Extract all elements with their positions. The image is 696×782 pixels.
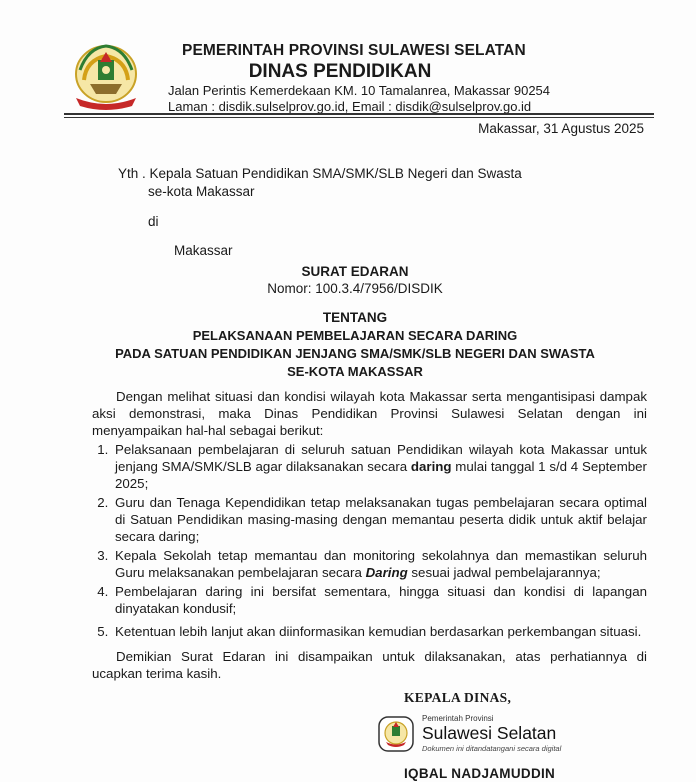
item1-emphasis: daring <box>410 459 452 474</box>
list-item <box>112 441 647 492</box>
office-address: Jalan Perintis Kemerdekaan KM. 10 Tamalanrea, Makassar 90254 <box>168 83 551 98</box>
department-name: DINAS PENDIDIKAN <box>248 61 432 82</box>
addressee-area: se-kota Makassar <box>148 184 255 199</box>
government-name: PEMERINTAH PROVINSI SULAWESI SELATAN <box>182 42 526 59</box>
letter-number: Nomor: 100.3.4/7956/DISDIK <box>267 281 443 296</box>
item1-text-end: mulai tanggal 1 s/d 4 September 2025; <box>115 459 647 491</box>
addressee-recipient: Kepala Satuan Pendidikan SMA/SMK/SLB Negeri dan Swasta <box>149 166 522 181</box>
esign-note: Dokumen ini ditandatangani secara digital <box>422 744 562 753</box>
letter-date: Makassar, 31 Agustus 2025 <box>478 121 644 136</box>
letter-subject <box>60 327 650 381</box>
subject-line-3: SE-KOTA MAKASSAR <box>287 364 423 379</box>
addressee-city: Makassar <box>174 243 233 258</box>
item3-text-end: sesuai jadwal pembelajarannya; <box>407 565 601 580</box>
item1-text: Pelaksanaan pembelajaran di seluruh satuan Pendidikan wilayah kota Makassar untuk jenjang SMA/SMK/SLB agar dilaksanakan secara <box>115 442 647 474</box>
letter-body <box>92 388 647 682</box>
signer-name: IQBAL NADJAMUDDIN <box>404 766 556 781</box>
letterhead-divider-thin <box>64 117 654 118</box>
addressee-di: di <box>148 214 159 229</box>
letter-type: SURAT EDARAN <box>301 264 409 279</box>
closing-paragraph: Demikian Surat Edaran ini disampaikan untuk dilaksanakan, atas perhatiannya di ucapkan terima kasih. <box>92 649 647 681</box>
addressee-prefix: Yth . <box>118 166 146 181</box>
office-contact: Laman : disdik.sulselprov.go.id, Email : disdik@sulselprov.go.id <box>168 99 532 114</box>
signatory-title: KEPALA DINAS, <box>404 690 512 705</box>
letter-about: TENTANG <box>322 310 388 325</box>
item3-text: Kepala Sekolah tetap memantau dan monitoring sekolahnya dan memastikan seluruh Guru melaksanakan pembelajaran secara <box>115 548 647 580</box>
esign-issuer-top: Pemerintah Provinsi <box>422 714 494 723</box>
letterhead <box>160 41 600 115</box>
instruction-list <box>92 441 647 640</box>
list-item: 2. Guru dan Tenaga Kependidikan tetap melaksanakan tugas pembelajaran secara optimal di Satuan Pendidikan masing-masing dengan memantau peserta didik untuk aktif belajar secara daring; <box>112 494 647 545</box>
item3-emphasis: Daring <box>365 565 408 580</box>
digital-signature-stamp <box>378 714 608 756</box>
province-logo-icon <box>378 716 414 752</box>
list-item <box>112 547 647 581</box>
intro-paragraph: Dengan melihat situasi dan kondisi wilayah kota Makassar serta mengantisipasi dampak aksi demonstrasi, maka Dinas Pendidikan Provinsi Sulawesi Selatan dengan ini menyampaikan hal-hal sebagai berikut: <box>92 389 647 438</box>
addressee-block <box>118 165 522 260</box>
list-item: 5. Ketentuan lebih lanjut akan diinformasikan kemudian berdasarkan perkembangan situasi. <box>112 623 647 640</box>
subject-line-2: PADA SATUAN PENDIDIKAN JENJANG SMA/SMK/SLB NEGERI DAN SWASTA <box>115 346 595 361</box>
subject-line-1: PELAKSANAAN PEMBELAJARAN SECARA DARING <box>192 328 518 343</box>
list-item: 4. Pembelajaran daring ini bersifat sementara, hingga situasi dan kondisi di lapangan dinyatakan kondusif; <box>112 583 647 617</box>
esign-issuer-name: Sulawesi Selatan <box>422 723 557 743</box>
province-seal-emblem <box>66 40 146 114</box>
letterhead-divider <box>64 113 654 115</box>
